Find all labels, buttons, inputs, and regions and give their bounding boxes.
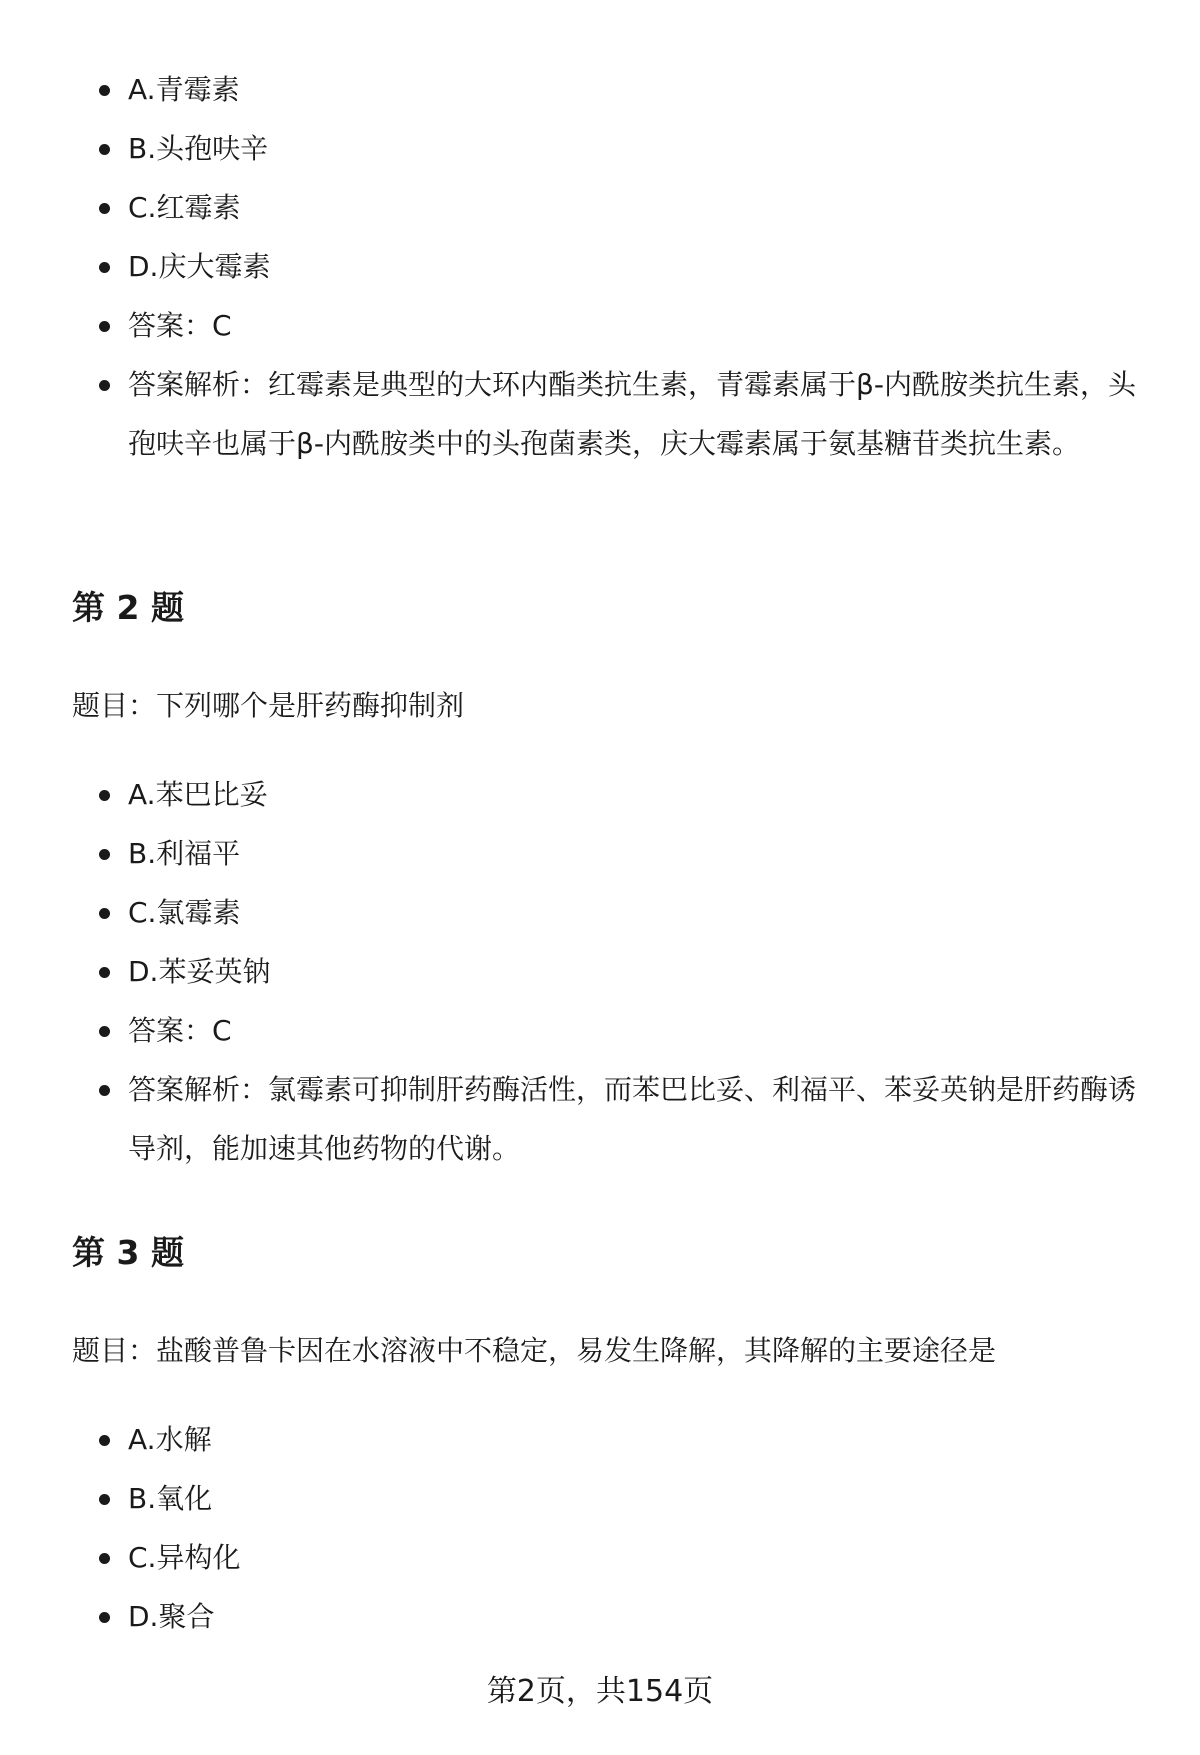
q3-option-d: D.聚合 <box>72 1587 1152 1646</box>
q2-explanation: 答案解析：氯霉素可抑制肝药酶活性，而苯巴比妥、利福平、苯妥英钠是肝药酶诱导剂，能加速其他药物的代谢。 <box>72 1060 1152 1178</box>
q3-option-b: B.氧化 <box>72 1469 1152 1528</box>
q2-answer: 答案：C <box>72 1001 1152 1060</box>
q1-option-a: A.青霉素 <box>72 60 1152 119</box>
q3-option-c: C.异构化 <box>72 1528 1152 1587</box>
q1-explanation: 答案解析：红霉素是典型的大环内酯类抗生素，青霉素属于β-内酰胺类抗生素，头孢呋辛也属于β-内酰胺类中的头孢菌素类，庆大霉素属于氨基糖苷类抗生素。 <box>72 355 1152 473</box>
q2-option-a: A.苯巴比妥 <box>72 765 1152 824</box>
q2-heading: 第 2 题 <box>72 588 184 627</box>
q1-option-c: C.红霉素 <box>72 178 1152 237</box>
q1-option-b: B.头孢呋辛 <box>72 119 1152 178</box>
q3-heading: 第 3 题 <box>72 1233 184 1272</box>
q2-stem: 题目：下列哪个是肝药酶抑制剂 <box>72 689 465 722</box>
page-number-footer: 第2页，共154页 <box>486 1674 714 1709</box>
q2-option-d: D.苯妥英钠 <box>72 942 1152 1001</box>
q2-option-c: C.氯霉素 <box>72 883 1152 942</box>
q2-option-b: B.利福平 <box>72 824 1152 883</box>
q1-answer: 答案：C <box>72 296 1152 355</box>
q1-option-list <box>72 60 1152 473</box>
q3-option-a: A.水解 <box>72 1410 1152 1469</box>
q1-option-d: D.庆大霉素 <box>72 237 1152 296</box>
q2-option-list <box>72 765 1152 1178</box>
q3-stem: 题目：盐酸普鲁卡因在水溶液中不稳定，易发生降解，其降解的主要途径是 <box>72 1334 997 1367</box>
q3-option-list <box>72 1410 1152 1646</box>
